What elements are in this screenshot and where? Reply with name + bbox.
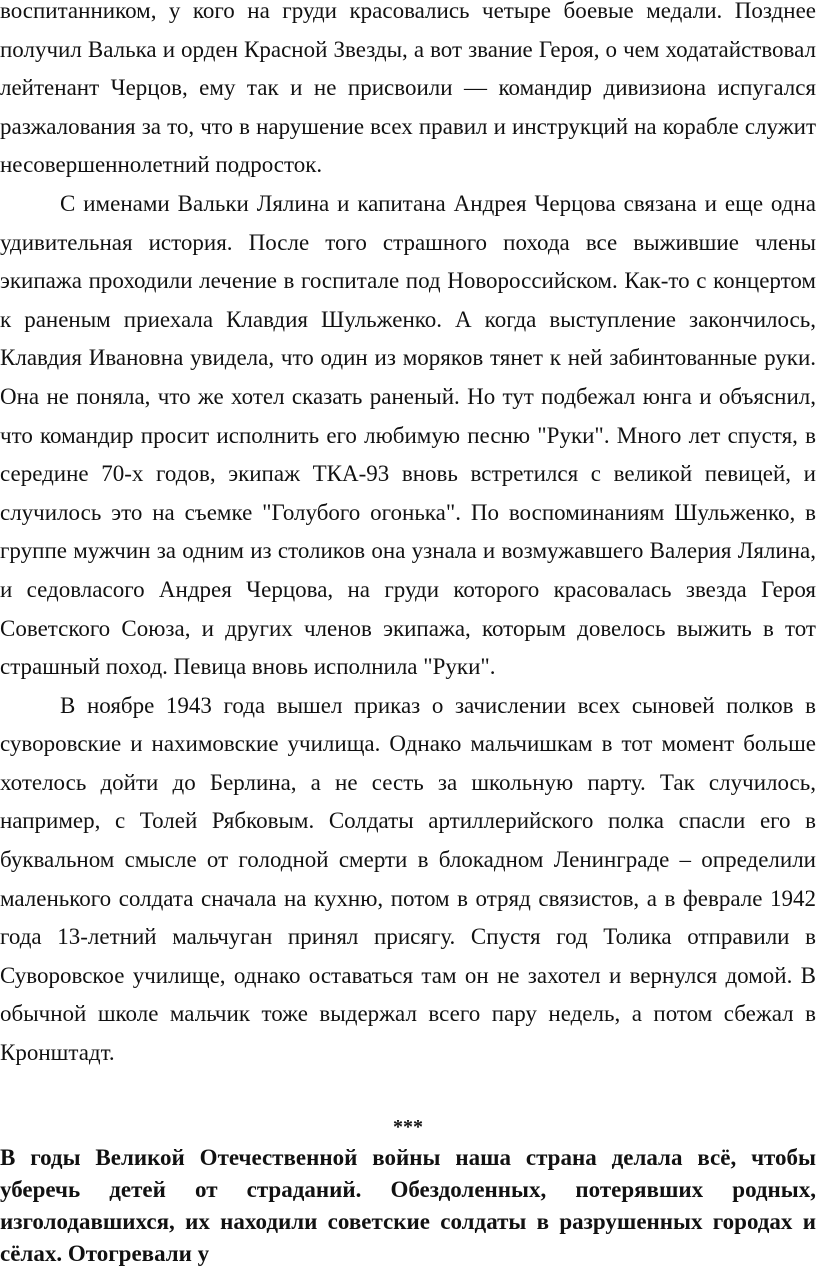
paragraph-continuation: воспитанником, у кого на груди красовались четыре боевые медали. Позднее получил Валька и орден Красной Звезды, а вот звание Героя, о чем ходатайствовал лейтенант Черцов, ему так и не присвоили — командир дивизиона испугался разжалования за то, что в нарушение всех правил и инструкций на корабле служит несовершеннолетний подросток.: [0, 0, 816, 178]
section-separator: ***: [393, 1115, 423, 1138]
paragraph-shulzhenko-story: С именами Вальки Лялина и капитана Андрея Черцова связана и еще одна удивительная история. После того страшного похода все выжившие члены экипажа проходили лечение в госпитале под Новороссийском. Как-то с концертом к раненым приехала Клавдия Шульженко. А когда выступление закончилось, Клавдия Ивановна увидела, что один из моряков тянет к ней забинтованные руки. Она не поняла, что же хотел сказать раненый. Но тут подбежал юнга и объяснил, что командир просит исполнить его любимую песню "Руки". Много лет спустя, в середине 70-х годов, экипаж ТКА-93 вновь встретился с великой певицей, и случилось это на съемке "Голубого огонька". По воспоминаниям Шульженко, в группе мужчин за одним из столиков она узнала и возмужавшего Валерия Лялина, и седовласого Андрея Черцова, на груди которого красовалась звезда Героя Советского Союза, и других членов экипажа, которым довелось выжить в тот страшный поход. Певица вновь исполнила "Руки".: [0, 190, 816, 680]
bold-paragraph: В годы Великой Отечественной войны наша страна делала всё, чтобы уберечь детей от страданий. Обездоленных, потерявших родных, изголодавшихся, их находили советские солдаты в разрушенных городах и сёлах. Отогревали у: [0, 1144, 816, 1266]
paragraph-suvorov-schools: В ноябре 1943 года вышел приказ о зачислении всех сыновей полков в суворовские и нахимовские училища. Однако мальчишкам в тот момент больше хотелось дойти до Берлина, а не сесть за школьную парту. Так случилось, например, с Толей Рябковым. Солдаты артиллерийского полка спасли его в буквальном смысле от голодной смерти в блокадном Ленинграде – определили маленького солдата сначала на кухню, потом в отряд связистов, а в феврале 1942 года 13-летний мальчуган принял присягу. Спустя год Толика отправили в Суворовское училище, однако оставаться там он не захотел и вернулся домой. В обычной школе мальчик тоже выдержал всего пару недель, а потом сбежал в Кронштадт.: [0, 692, 816, 1066]
